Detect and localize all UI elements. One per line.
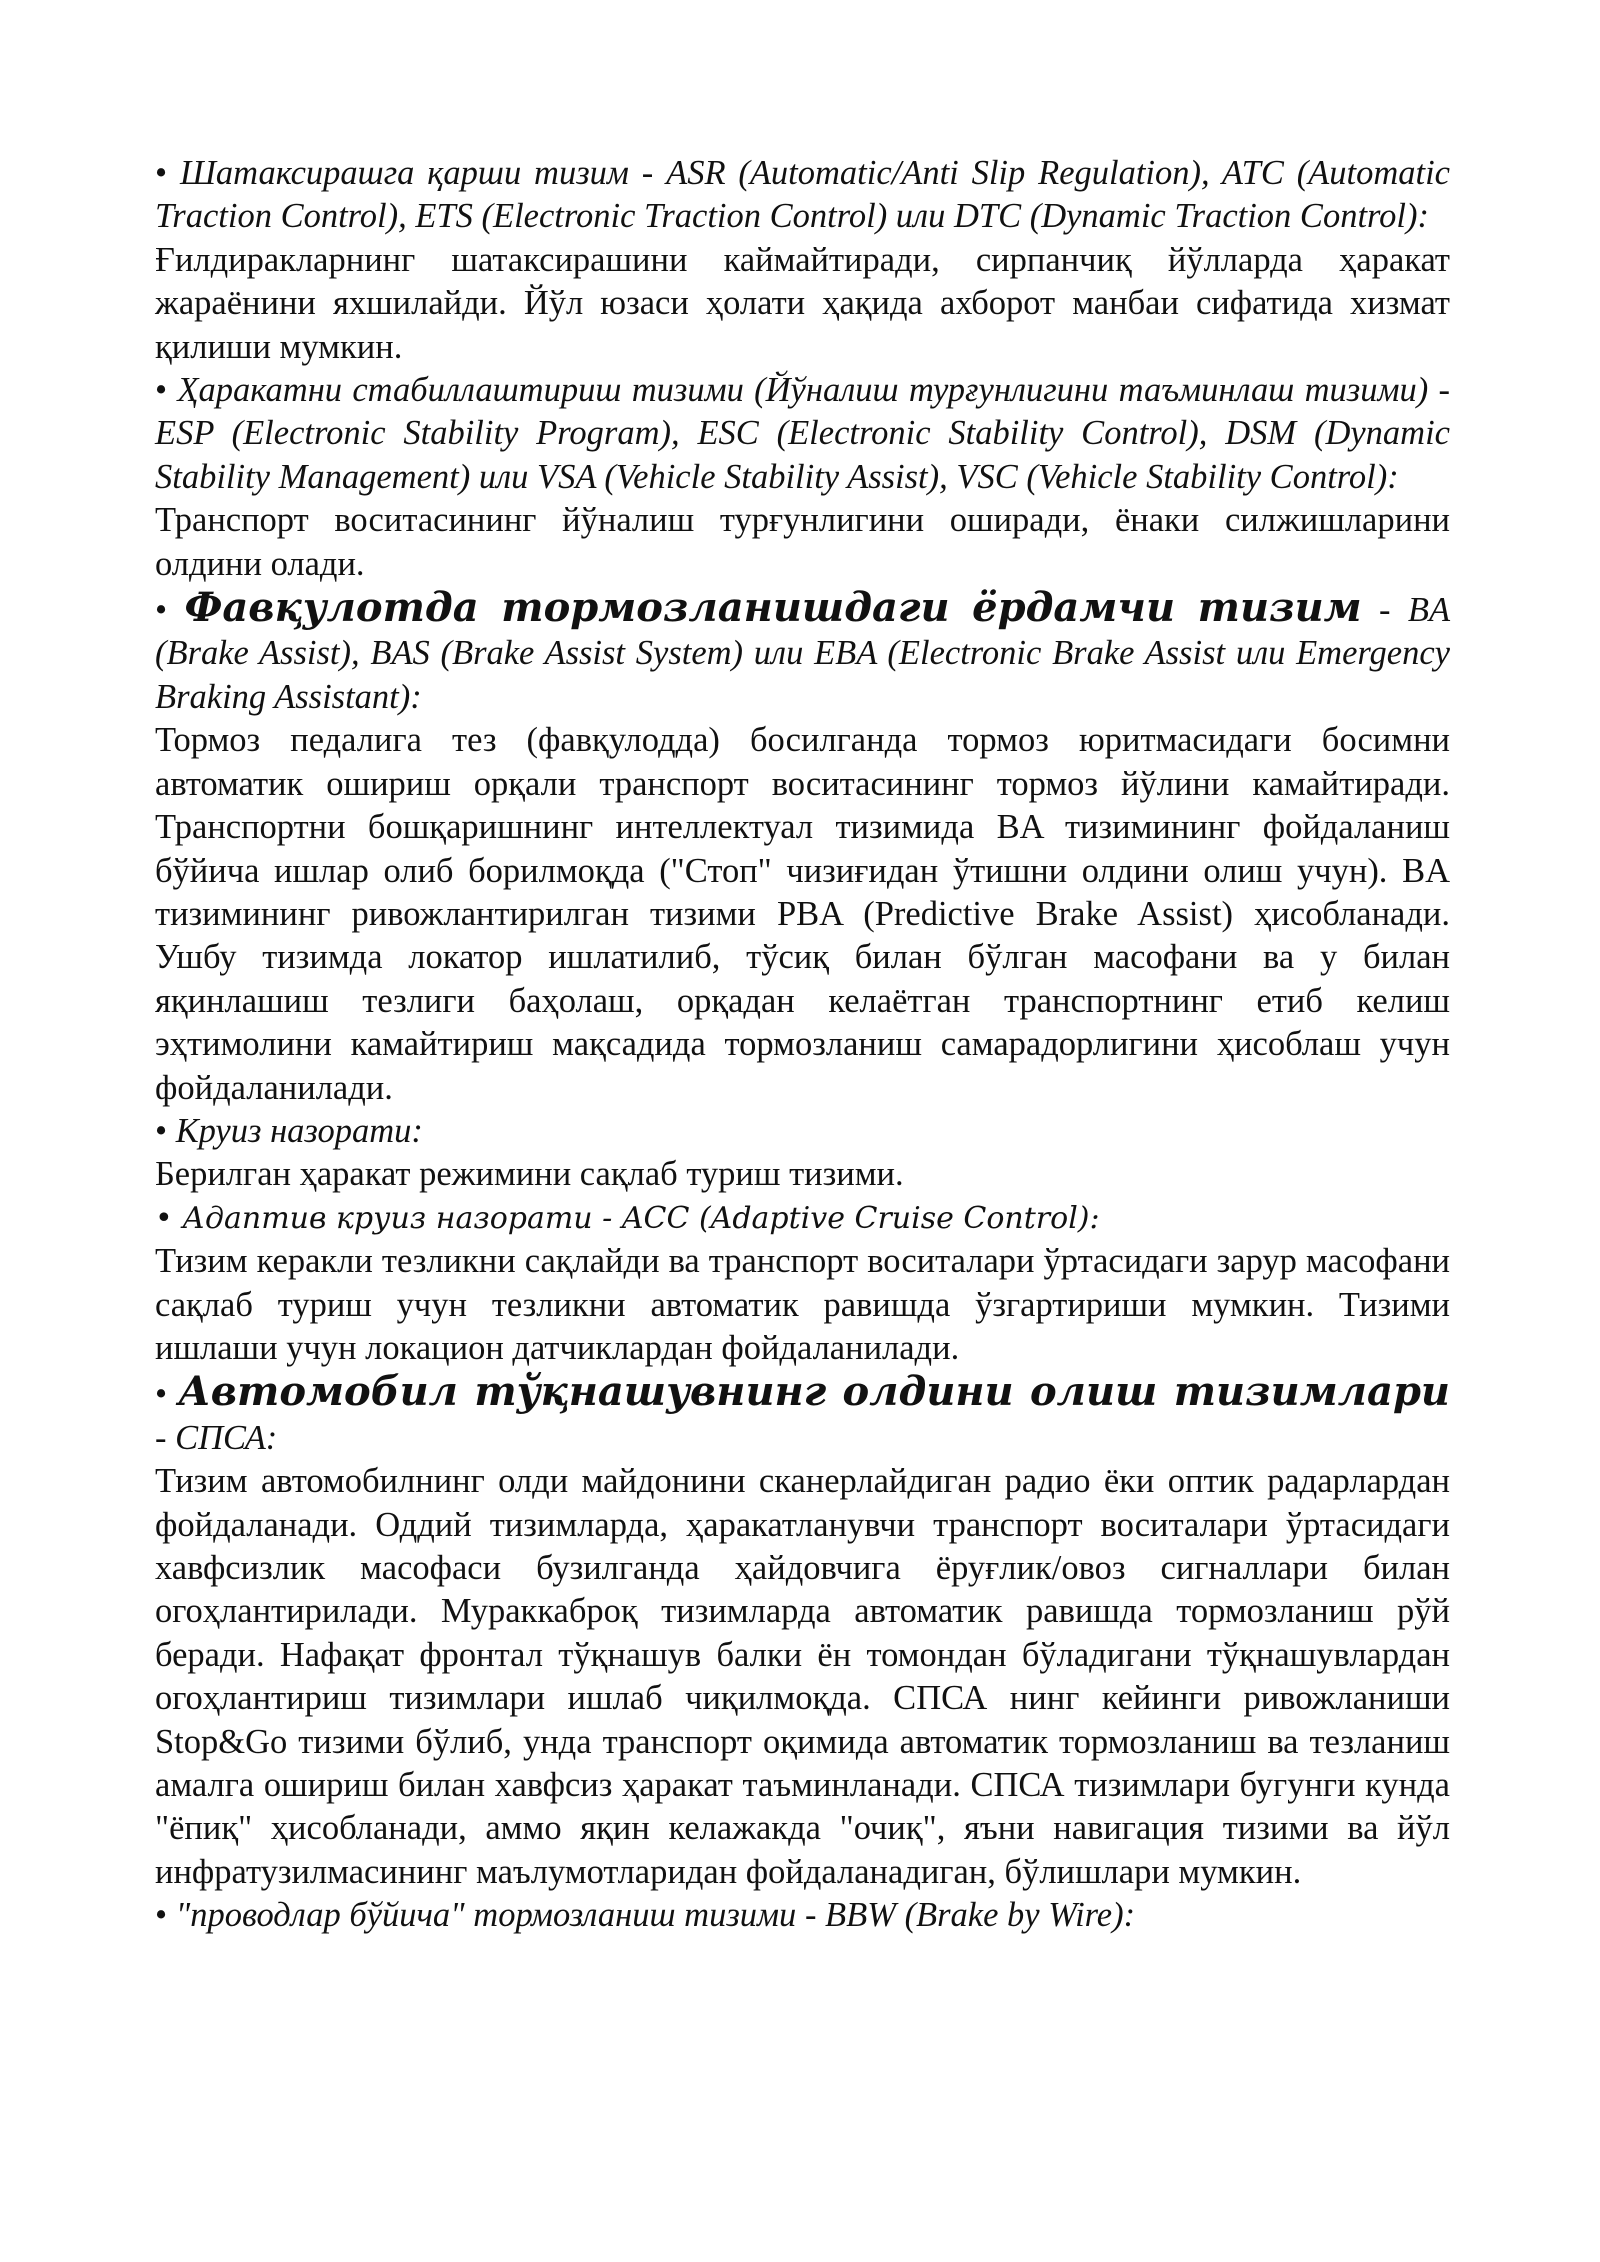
bullet: •: [155, 371, 168, 410]
section-subtitle: - ESP (Electronic Stability Program), ESC (Electronic Stability Control), DSM (Dynamic Stability Management) или VSA (Vehicle Stability Assist), VSC (Vehicle Stability Control):: [155, 371, 1451, 496]
section-cruise-heading: [155, 1110, 1450, 1153]
bullet: •: [155, 1111, 168, 1150]
section-subtitle: - ACC (Adaptive Cruise Control):: [592, 1200, 1100, 1236]
document-body: [155, 152, 1450, 1938]
section-esp-body: Транспорт воситасининг йўналиш турғунлигини оширади, ёнаки силжишларини олдини олади.: [155, 501, 1450, 583]
bullet: •: [155, 1375, 168, 1414]
section-title: Фавқулотда тормозланишдаги ёрдамчи тизим: [184, 584, 1362, 632]
section-bbw-heading: [155, 1894, 1450, 1937]
bullet: •: [155, 1896, 168, 1935]
section-cpsa-heading: [155, 1370, 1450, 1460]
section-ba-heading: [155, 586, 1450, 719]
bullet: •: [155, 591, 168, 630]
section-cpsa-body: Тизим автомобилнинг олди майдонини сканерлайдиган радио ёки оптик радарлардан фойдаланади. Оддий тизимларда, ҳаракатланувчи транспорт воситалари ўртасидаги хавфсизлик масофаси бузилганда ҳайдовчига ёруғлик/овоз сигналлари билан огоҳлантирилади. Мураккаброқ тизимларда автоматик равишда тормозланиш рўй беради. Нафақат фронтал тўқнашув балки ён томондан бўладигани тўқнашувлардан огоҳлантириш тизимлари ишлаб чиқилмоқда. СПСА нинг кейинги ривожланиши Stop&Go тизими бўлиб, унда транспорт оқимида автоматик тормозланиш ва тезланиш амалга ошириш билан хавфсиз ҳаракат таъминланади. СПСА тизимлари бугунги кунда "ёпиқ" ҳисобланади, аммо яқин келажакда "очиқ", яъни навигация тизими ва йўл инфратузилмасининг маълумотларидан фойдаланадиган, бўлишлари мумкин.: [155, 1462, 1450, 1891]
section-title: Ҳаракатни стабиллаштириш тизими (Йўналиш турғунлигини таъминлаш тизими): [177, 371, 1429, 410]
section-subtitle: - BBW (Brake by Wire):: [796, 1896, 1136, 1935]
section-title: Адаптив круиз назорати: [182, 1200, 593, 1236]
section-acc-heading: [155, 1197, 1450, 1240]
section-subtitle: - СПСА:: [155, 1418, 278, 1457]
section-title: Автомобил тўқнашувнинг олдини олиш тизимлари: [178, 1368, 1450, 1416]
section-cruise-body: Берилган ҳаракат режимини сақлаб туриш тизими.: [155, 1155, 904, 1194]
bullet: •: [155, 1200, 173, 1236]
section-subtitle: - BA (Brake Assist), BAS (Brake Assist System) или EBA (Electronic Brake Assist или Emergency Braking Assistant):: [155, 591, 1451, 716]
section-ba-body: Тормоз педалига тез (фавқулодда) босилганда тормоз юритмасидаги босимни автоматик ошириш орқали транспорт воситасининг тормоз йўлини камайтиради. Транспортни бошқаришнинг интеллектуал тизимида BA тизимининг фойдаланиш бўйича ишлар олиб борилмоқда ("Стоп" чизиғидан ўтишни олдини олиш учун). BA тизимининг ривожлантирилган тизими PBA (Predictive Brake Assist) ҳисобланади. Ушбу тизимда локатор ишлатилиб, тўсиқ билан бўлган масофани ва у билан яқинлашиш тезлиги баҳолаш, орқадан келаётган транспортнинг етиб келиш эҳтимолини камайтириш мақсадида тормозланиш самарадорлигини ҳисоблаш учун фойдаланилади.: [155, 721, 1450, 1107]
section-asr-body: Ғилдиракларнинг шатаксирашини каймайтиради, сирпанчиқ йўлларда ҳаракат жараёнини яхшилайди. Йўл юзаси ҳолати ҳақида ахборот манбаи сифатида хизмат қилиши мумкин.: [155, 240, 1450, 366]
section-esp-heading: [155, 369, 1450, 499]
section-title: Круиз назорати:: [175, 1111, 423, 1150]
bullet: •: [155, 154, 168, 192]
section-asr-heading: [155, 152, 1450, 239]
section-subtitle: - ASR (Automatic/Anti Slip Regulation), ATC (Automatic Traction Control), ETS (Electronic Traction Control) или DTC (Dynamic Traction Control):: [155, 154, 1450, 236]
section-title: "проводлар бўйича" тормозланиш тизими: [175, 1896, 797, 1935]
section-acc-body: Тизим керакли тезликни сақлайди ва транспорт воситалари ўртасидаги зарур масофани сақлаб туриш учун тезликни автоматик равишда ўзгартириши мумкин. Тизими ишлаши учун локацион датчиклардан фойдаланилади.: [155, 1242, 1450, 1367]
section-title: Шатаксирашга қарши тизим: [179, 154, 629, 192]
